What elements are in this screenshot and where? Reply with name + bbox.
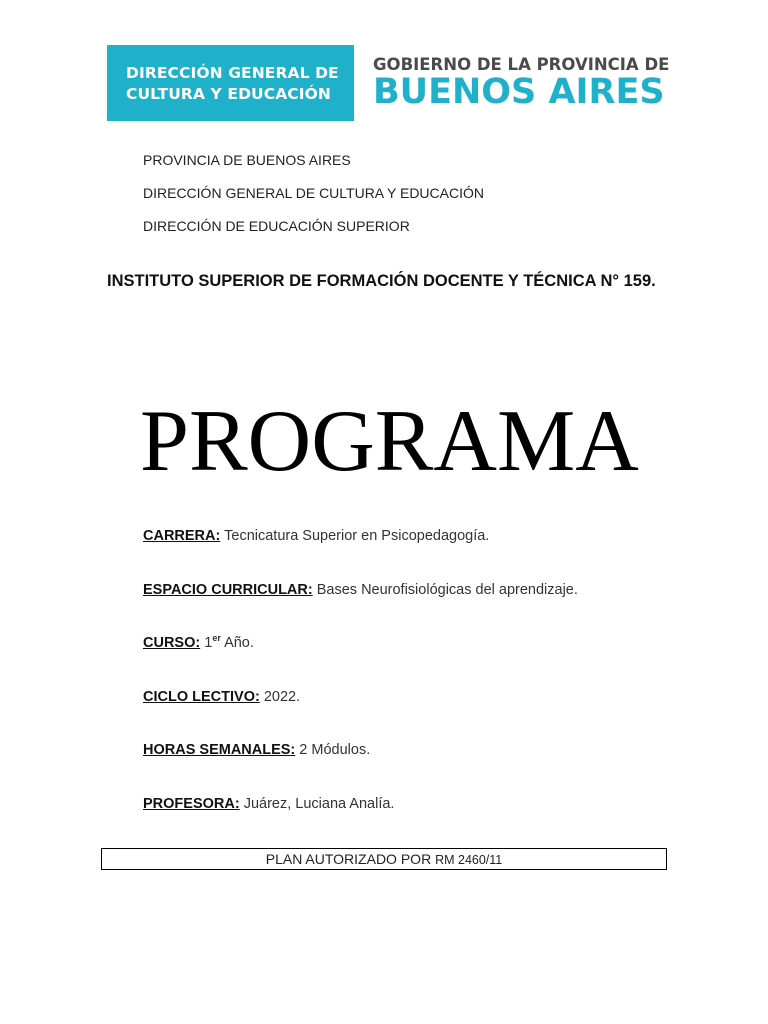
gov-logo-line2: BUENOS AIRES	[373, 72, 665, 112]
field-value-number: 1	[204, 635, 213, 652]
logo-box-line1: DIRECCIÓN GENERAL DE	[126, 64, 339, 82]
header-direction-superior: DIRECCIÓN DE EDUCACIÓN SUPERIOR	[143, 218, 410, 234]
field-value: 2022.	[263, 688, 301, 705]
plan-text: PLAN AUTORIZADO POR	[265, 851, 432, 867]
plan-authorization-box	[101, 848, 667, 870]
field-curso	[143, 634, 578, 688]
header-province: PROVINCIA DE BUENOS AIRES	[143, 152, 351, 168]
field-label: PROFESORA:	[143, 795, 240, 812]
field-value: Bases Neurofisiológicas del aprendizaje.	[316, 581, 578, 598]
field-label: HORAS SEMANALES:	[143, 742, 296, 759]
institute-name: INSTITUTO SUPERIOR DE FORMACIÓN DOCENTE Y TÉCNICA N° 159.	[107, 272, 656, 290]
page-title: PROGRAMA	[140, 393, 639, 490]
header-direction-general: DIRECCIÓN GENERAL DE CULTURA Y EDUCACIÓN	[143, 185, 484, 201]
field-espacio-curricular	[143, 581, 578, 635]
field-label: CARRERA:	[143, 528, 221, 544]
document-header	[143, 152, 484, 251]
field-label: ESPACIO CURRICULAR:	[143, 581, 313, 598]
gov-logo-line1: GOBIERNO DE LA PROVINCIA DE	[373, 55, 670, 74]
field-value: Año.	[224, 635, 254, 652]
field-value: Tecnicatura Superior en Psicopedagogía.	[224, 528, 490, 544]
program-fields	[143, 527, 578, 849]
logo-box-line2: CULTURA Y EDUCACIÓN	[126, 85, 331, 103]
field-value: 2 Módulos.	[299, 742, 371, 759]
field-horas-semanales	[143, 741, 578, 795]
field-profesora	[143, 795, 578, 849]
field-label: CICLO LECTIVO:	[143, 688, 260, 705]
field-value: Juárez, Luciana Analía.	[243, 795, 395, 812]
field-value-superscript: er	[212, 633, 221, 644]
field-carrera	[143, 527, 578, 581]
dgce-logo	[107, 45, 354, 121]
field-ciclo-lectivo	[143, 688, 578, 742]
government-logo	[373, 55, 669, 110]
field-label: CURSO:	[143, 635, 201, 652]
plan-resolution: RM 2460/11	[435, 853, 503, 867]
